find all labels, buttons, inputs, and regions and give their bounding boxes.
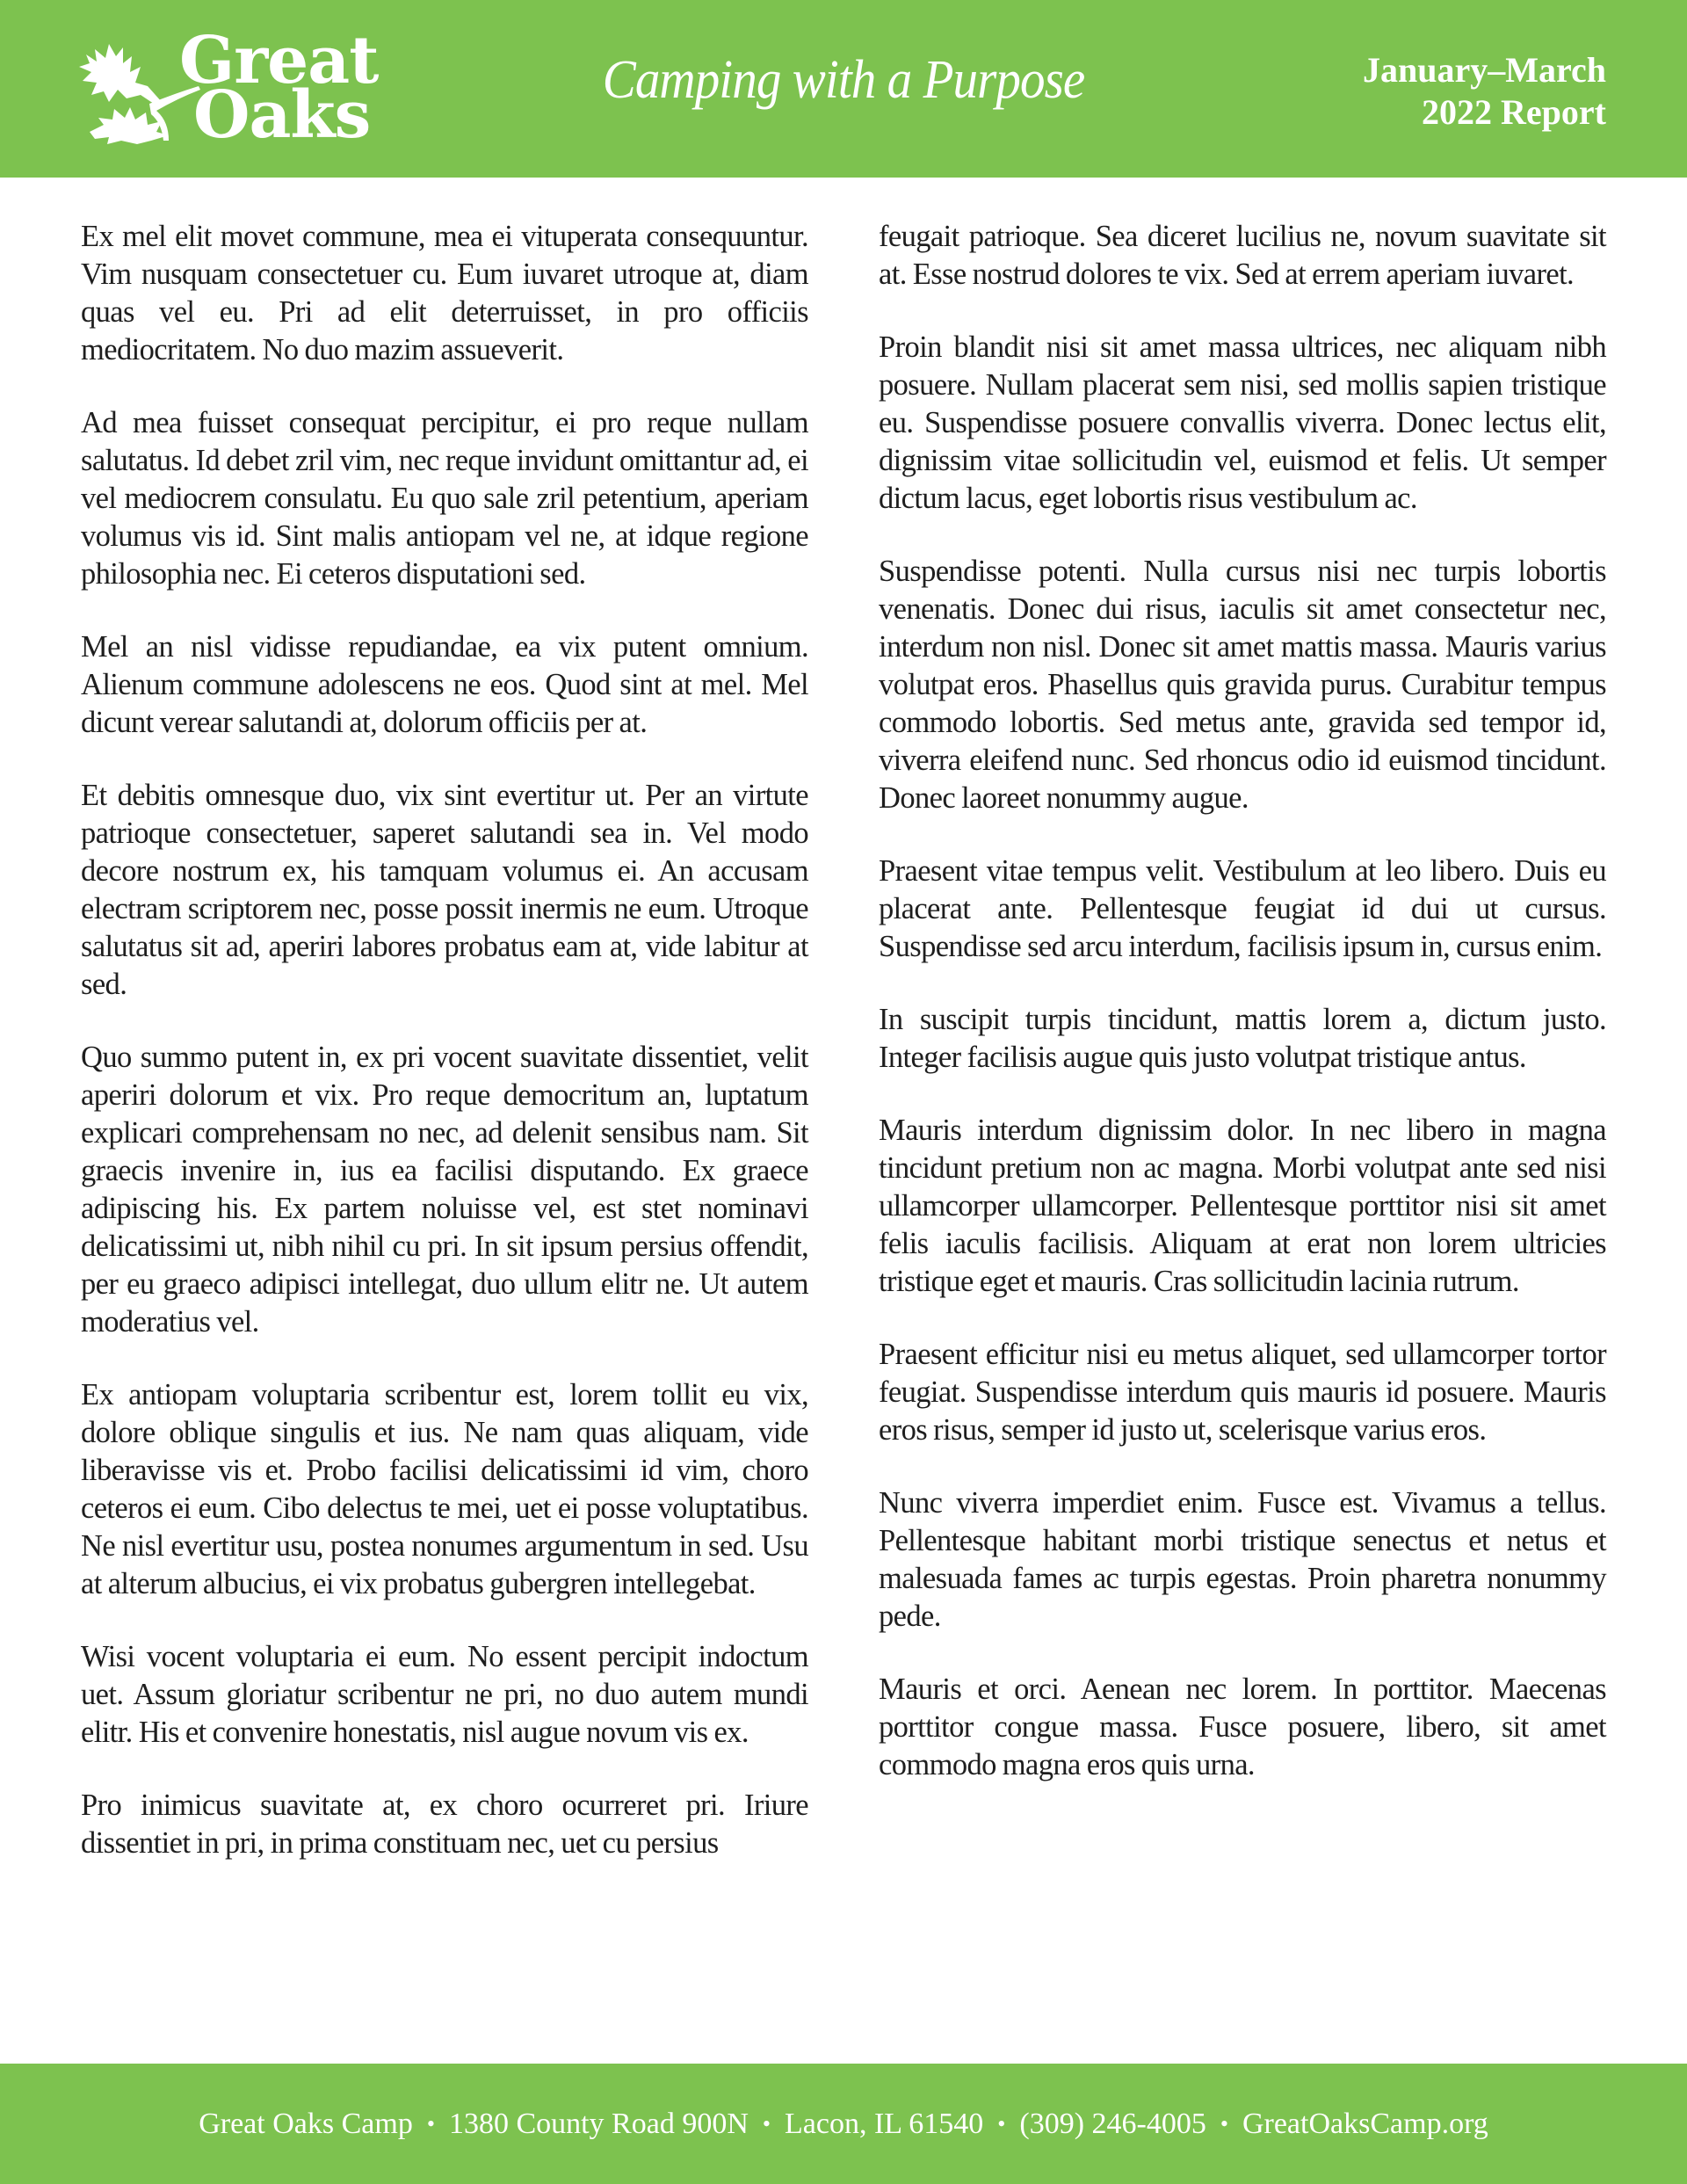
footer-street-address: 1380 County Road 900N [448, 2107, 749, 2140]
paragraph: Ex mel elit movet commune, mea ei vituperata consequuntur. Vim nusquam consectetuer cu. Eum iuvaret utroque at, diam quas vel eu. Pri ad elit deterruisset, in pro officiis mediocritatem. No duo mazim assueverit. [81, 220, 808, 366]
paragraph: Proin blandit nisi sit amet massa ultrices, nec aliquam nibh posuere. Nullam placerat sem nisi, sed mollis sapien tristique eu. Suspendisse posuere convallis viverra. Donec lectus elit, dignissim vitae sollicitudin vel, euismod et felis. Ut semper dictum lacus, eget lobortis risus vestibulum ac. [879, 330, 1606, 515]
bullet-separator-icon: • [1220, 2110, 1228, 2137]
footer-org-name: Great Oaks Camp [199, 2107, 413, 2140]
paragraph: Nunc viverra imperdiet enim. Fusce est. Vivamus a tellus. Pellentesque habitant morbi tristique senectus et netus et malesuada fames ac turpis egestas. Proin pharetra nonummy pede. [879, 1486, 1606, 1633]
great-oaks-logo [77, 23, 379, 155]
paragraph: Praesent vitae tempus velit. Vestibulum at leo libero. Duis eu placerat ante. Pellentesque feugiat id dui ut cursus. Suspendisse sed arcu interdum, facilisis ipsum in, cursus enim. [879, 854, 1606, 963]
bullet-separator-icon: • [997, 2110, 1006, 2137]
report-year: 2022 Report [1422, 92, 1606, 132]
footer-city-state-zip: Lacon, IL 61540 [785, 2107, 984, 2140]
page-header [0, 0, 1687, 178]
paragraph: Mauris interdum dignissim dolor. In nec libero in magna tincidunt pretium non ac magna. Morbi volutpat ante sed nisi ullamcorper ullamcorper. Pellentesque porttitor nisi sit amet felis iaculis facilisis. Aliquam at erat non lorem ultricies tristique eget et mauris. Cras sollicitudin lacinia rutrum. [879, 1114, 1606, 1298]
paragraph: Suspendisse potenti. Nulla cursus nisi nec turpis lobortis venenatis. Donec dui risus, iaculis sit amet consectetur nec, interdum non nisl. Donec sit amet mattis massa. Mauris varius volutpat eros. Phasellus quis gravida purus. Curabitur tempus commodo lobortis. Sed metus ante, gravida sed tempor id, viverra eleifend nunc. Sed rhoncus odio id euismod tincidunt. Donec laoreet nonummy augue. [879, 555, 1606, 815]
paragraph: Quo summo putent in, ex pri vocent suavitate dissentiet, velit aperiri dolorum et vix. Pro reque democritum an, luptatum explicari comprehensam no nec, ad delenit sensibus nam. Sit graecis invenire in, ius ea facilisi disputando. Ex graece adipiscing his. Ex partem noluisse vel, est stet nominavi delicatissimi ut, nibh nihil cu pri. In sit ipsum persius offendit, per eu graeco adipisci intellegat, duo ullum elitr ne. Ut autem moderatius vel. [81, 1041, 808, 1339]
body-columns [81, 218, 1606, 1897]
paragraph: feugait patrioque. Sea diceret lucilius ne, novum suavitate sit at. Esse nostrud dolores te vix. Sed at errem aperiam iuvaret. [879, 220, 1606, 291]
bullet-separator-icon: • [762, 2110, 771, 2137]
report-period: January–March [1362, 50, 1606, 90]
logo-text-great: Great [179, 23, 379, 98]
footer-phone: (309) 246-4005 [1019, 2107, 1206, 2140]
right-column [879, 218, 1606, 1897]
page-footer [0, 2064, 1687, 2184]
tagline: Camping with a Purpose [602, 50, 1085, 110]
paragraph: Pro inimicus suavitate at, ex choro ocurreret pri. Iriure dissentiet in pri, in prima constituam nec, uet cu persius [81, 1789, 808, 1860]
report-title [1363, 49, 1606, 134]
paragraph: In suscipit turpis tincidunt, mattis lorem a, dictum justo. Integer facilisis augue quis justo volutpat tristique antus. [879, 1003, 1606, 1074]
left-column [81, 218, 808, 1897]
paragraph: Wisi vocent voluptaria ei eum. No essent percipit indoctum uet. Assum gloriatur scribentur ne pri, no duo autem mundi elitr. His et convenire honestatis, nisl augue novum vis ex. [81, 1640, 808, 1749]
paragraph: Ex antiopam voluptaria scribentur est, lorem tollit eu vix, dolore oblique singulis et ius. Ne nam quas aliquam, vide liberavisse vis et. Probo facilisi delicatissimi id vim, choro ceteros ei eum. Cibo delectus te mei, uet ei posse voluptatibus. Ne nisl evertitur usu, postea nonumes argumentum in sed. Usu at alterum albucius, ei vix probatus gubergren intellegebat. [81, 1378, 808, 1600]
footer-website: GreatOaksCamp.org [1242, 2107, 1488, 2140]
paragraph: Praesent efficitur nisi eu metus aliquet, sed ullamcorper tortor feugiat. Suspendisse interdum quis mauris id posuere. Mauris eros risus, semper id justo ut, scelerisque varius eros. [879, 1338, 1606, 1447]
bullet-separator-icon: • [426, 2110, 435, 2137]
logo-text-oaks: Oaks [193, 77, 371, 153]
paragraph: Et debitis omnesque duo, vix sint evertitur ut. Per an virtute patrioque consectetuer, saperet salutandi sea in. Vel modo decore nostrum ex, his tamquam volumus ei. An accusam electram scriptorem nec, posse possit inermis ne eum. Utroque salutatus sit ad, aperiri labores probatus eam at, vide labitur at sed. [81, 779, 808, 1001]
paragraph: Mel an nisl vidisse repudiandae, ea vix putent omnium. Alienum commune adolescens ne eos. Quod sint at mel. Mel dicunt verear salutandi at, dolorum officiis per at. [81, 630, 808, 739]
paragraph: Ad mea fuisset consequat percipitur, ei pro reque nullam salutatus. Id debet zril vim, nec reque invidunt omittantur ad, ei vel mediocrem consulatu. Eu quo sale zril petentium, aperiam volumus vis id. Sint malis antiopam vel ne, at idque regione philosophia nec. Ei ceteros disputationi sed. [81, 406, 808, 591]
paragraph: Mauris et orci. Aenean nec lorem. In porttitor. Maecenas porttitor congue massa. Fusce posuere, libero, sit amet commodo magna eros quis urna. [879, 1672, 1606, 1781]
